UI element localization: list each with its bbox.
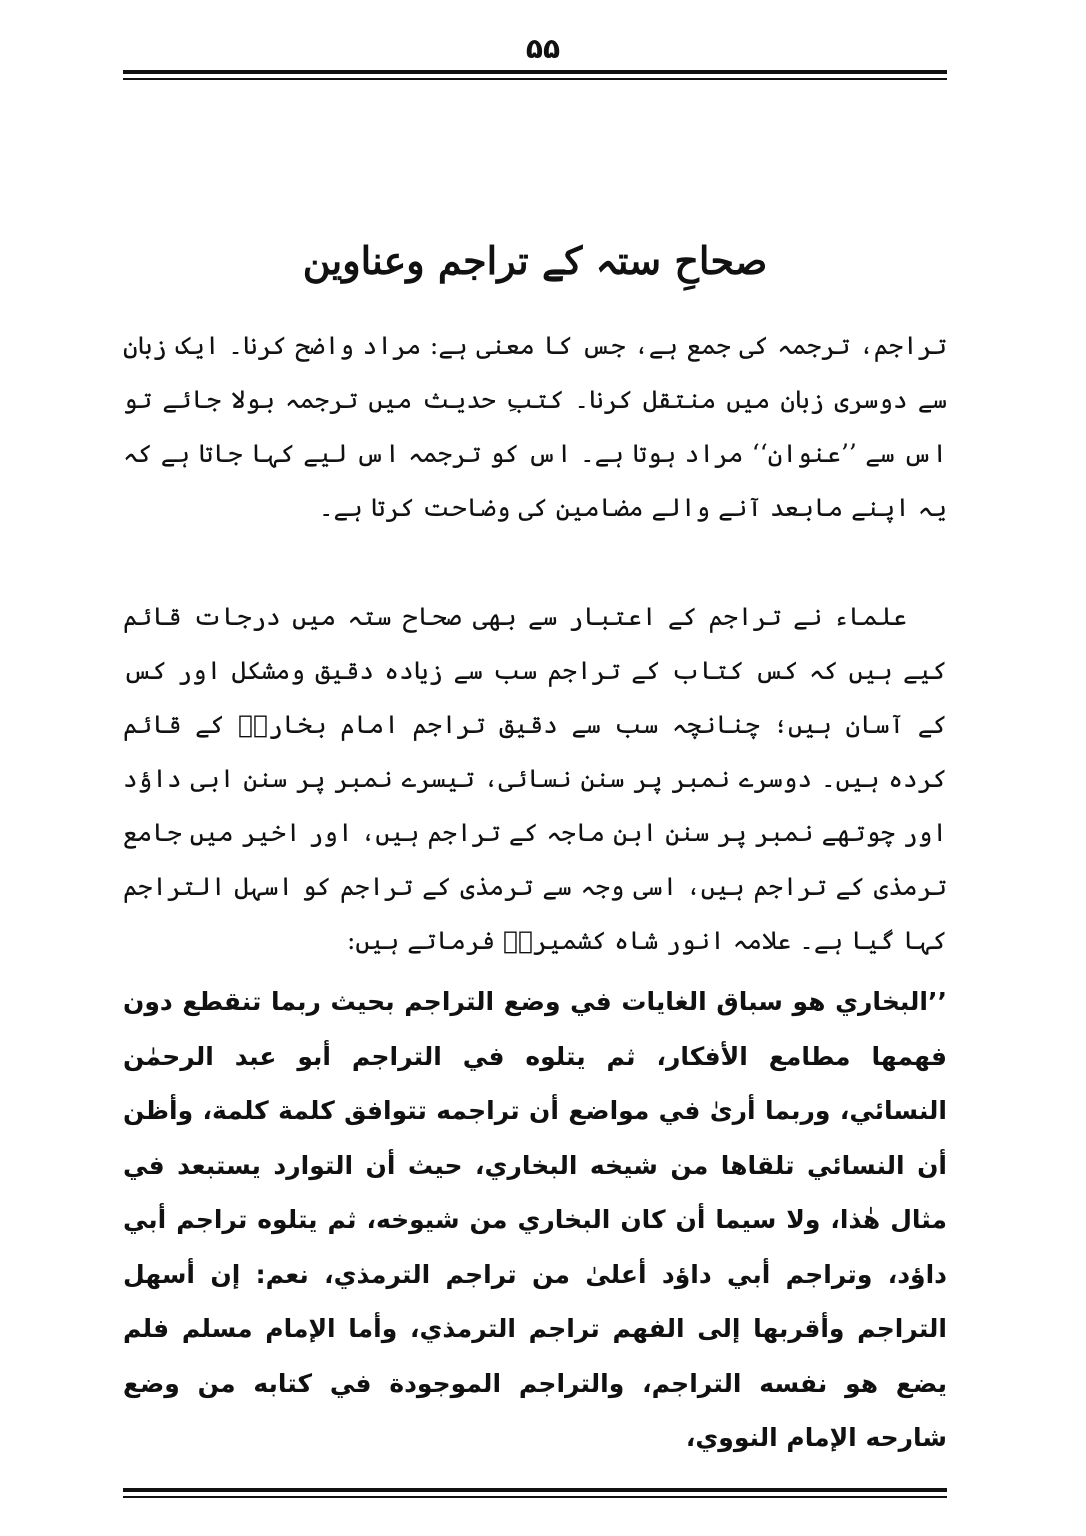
chapter-title: صحاحِ ستہ کے تراجم وعناوین <box>302 238 768 283</box>
footer-rule <box>123 1488 947 1498</box>
page-number: ۵۵ <box>525 32 561 65</box>
paragraph-definition: تراجم، ترجمہ کی جمع ہے، جس کا معنی ہے: مراد واضح کرنا۔ ایک زبان سے دوسری زبان میں منتقل کرنا۔ کتبِ حدیث میں ترجمہ بولا جائے تو اس سے ’’عنوان‘‘ مراد ہوتا ہے۔ اس کو ترجمہ اس لیے کہا جاتا ہے کہ یہ اپنے مابعد آنے والے مضامین کی وضاحت کرتا ہے۔ <box>123 331 947 522</box>
header-rule <box>123 70 947 80</box>
paragraph-ranking: علماء نے تراجم کے اعتبار سے بھی صحاح ستہ میں درجات قائم کیے ہیں کہ کس کتاب کے تراجم سب سے زیادہ دقیق ومشکل اور کس کے آسان ہیں؛ چنانچہ سب سے دقیق تراجم امام بخاریؒ کے قائم کردہ ہیں۔ دوسرے نمبر پر سنن نسائی، تیسرے نمبر پر سنن ابی داؤد اور چوتھے نمبر پر سنن ابن ماجہ کے تراجم ہیں، اور اخیر میں جامع ترمذی کے تراجم ہیں، اسی وجہ سے ترمذی کے تراجم کو اسہل التراجم کہا گیا ہے۔ علامہ انور شاہ کشمیریؒ فرماتے ہیں: <box>123 602 947 955</box>
arabic-quotation: ’’البخاري هو سباق الغايات في وضع التراجم بحيث ربما تنقطع دون فهمها مطامع الأفكار، ثم يتلوه في التراجم أبو عبد الرحمٰن النسائي، وربما أرىٰ في مواضع أن تراجمه تتوافق كلمة كلمة، وأظن أن النسائي تلقاها من شيخه البخاري، حيث أن التوارد يستبعد في مثال هٰذا، ولا سيما أن كان البخاري من شيوخه، ثم يتلوه تراجم أبي داؤد، وتراجم أبي داؤد أعلىٰ من تراجم الترمذي، نعم: إن أسهل التراجم وأقربها إلى الفهم تراجم الترمذي، وأما الإمام مسلم فلم يضع هو نفسه التراجم، والتراجم الموجودة في كتابه من وضع شارحه الإمام النووي، <box>123 987 947 1452</box>
